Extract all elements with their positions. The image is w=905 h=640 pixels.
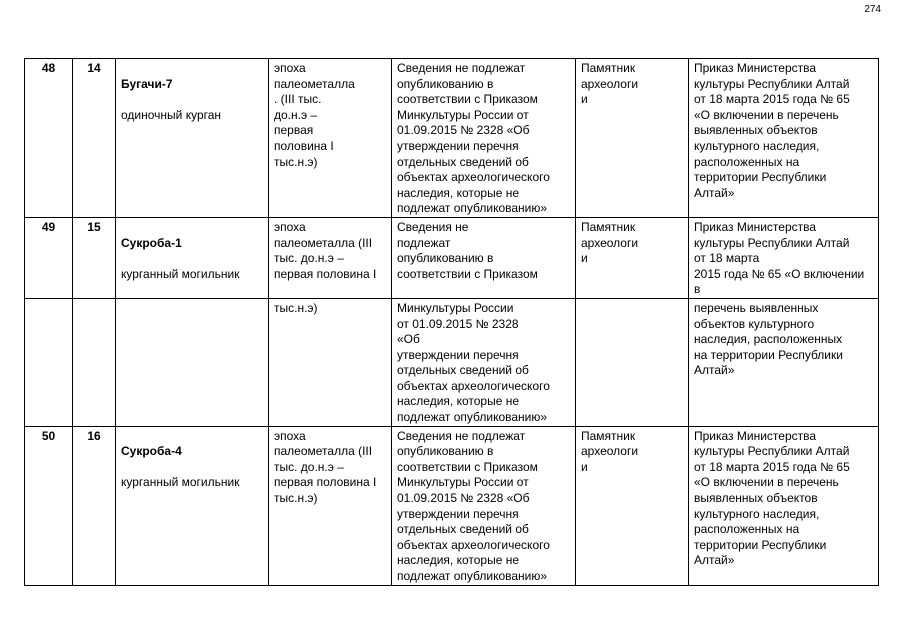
row-number: 48	[25, 59, 73, 218]
table-row	[25, 59, 879, 218]
object-dating: эпоха палеометалла (III тыс. до.н.э – первая половина I тыс.н.э)	[269, 426, 392, 585]
object-location: Минкультуры России от 01.09.2015 № 2328 «Об утверждении перечня отдельных сведений об объектах археологического наследия, которые не подлежат опубликованию»	[392, 298, 576, 426]
object-dating: эпоха палеометалла . (III тыс. до.н.э – первая половина I тыс.н.э)	[269, 59, 392, 218]
object-name-cell	[116, 298, 269, 426]
page-number: 274	[864, 4, 881, 15]
object-document: Приказ Министерства культуры Республики Алтай от 18 марта 2015 года № 65 «О включении в перечень выявленных объектов культурного наследия, расположенных на территории Республики Алтай»	[689, 426, 879, 585]
row-number	[25, 298, 73, 426]
object-dating: тыс.н.э)	[269, 298, 392, 426]
object-document: Приказ Министерства культуры Республики Алтай от 18 марта 2015 года № 65 «О включении в	[689, 217, 879, 298]
table-body	[25, 59, 879, 586]
row-sub-number: 14	[73, 59, 116, 218]
object-name: Бугачи-7	[121, 76, 173, 91]
table-row	[25, 426, 879, 585]
row-sub-number	[73, 298, 116, 426]
object-name-cell	[116, 217, 269, 298]
row-sub-number: 16	[73, 426, 116, 585]
object-location: Сведения не подлежат опубликованию в соответствии с Приказом	[392, 217, 576, 298]
row-number: 49	[25, 217, 73, 298]
object-name: Сукроба-4	[121, 444, 182, 459]
object-category: Памятник археологи и	[576, 217, 689, 298]
object-type: курганный могильник	[121, 475, 240, 490]
heritage-objects-table	[24, 58, 879, 586]
object-category: Памятник археологи и	[576, 426, 689, 585]
table-row	[25, 298, 879, 426]
table-row	[25, 217, 879, 298]
object-name: Сукроба-1	[121, 235, 182, 250]
object-category: Памятник археологи и	[576, 59, 689, 218]
object-category	[576, 298, 689, 426]
object-location: Сведения не подлежат опубликованию в соответствии с Приказом Минкультуры России от 01.09.2015 № 2328 «Об утверждении перечня отдельных сведений об объектах археологического наследия, которые не подлежат опубликованию»	[392, 59, 576, 218]
object-document: перечень выявленных объектов культурного наследия, расположенных на территории Республики Алтай»	[689, 298, 879, 426]
object-name-cell	[116, 59, 269, 218]
object-location: Сведения не подлежат опубликованию в соответствии с Приказом Минкультуры России от 01.09.2015 № 2328 «Об утверждении перечня отдельных сведений об объектах археологического наследия, которые не подлежат опубликованию»	[392, 426, 576, 585]
row-number: 50	[25, 426, 73, 585]
object-name-cell	[116, 426, 269, 585]
object-type: курганный могильник	[121, 266, 240, 281]
object-dating: эпоха палеометалла (III тыс. до.н.э – первая половина I	[269, 217, 392, 298]
object-type: одиночный курган	[121, 107, 222, 122]
row-sub-number: 15	[73, 217, 116, 298]
object-document: Приказ Министерства культуры Республики Алтай от 18 марта 2015 года № 65 «О включении в перечень выявленных объектов культурного наследия, расположенных на территории Республики Алтай»	[689, 59, 879, 218]
